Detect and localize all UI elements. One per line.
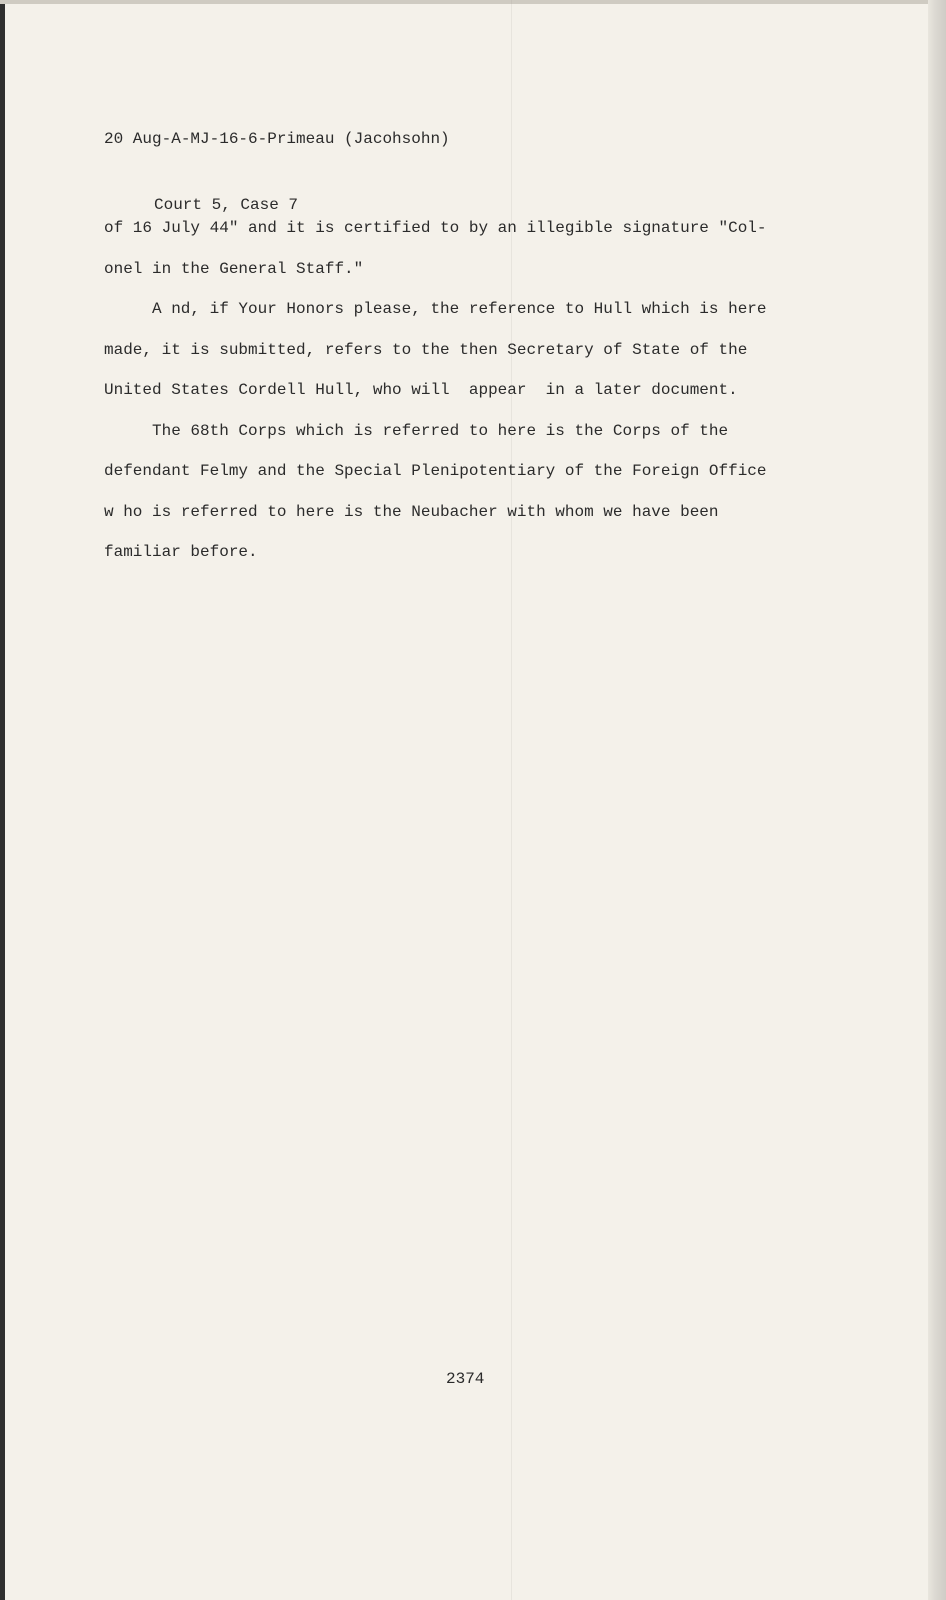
header-line-2: Court 5, Case 7	[154, 196, 299, 214]
body-line: w ho is referred to here is the Neubacher with whom we have been	[104, 502, 719, 521]
body-line: United States Cordell Hull, who will appear in a later document.	[104, 381, 738, 399]
header-line-1: 20 Aug-A-MJ-16-6-Primeau (Jacohsohn)	[104, 130, 450, 148]
scan-edge-top	[0, 0, 946, 4]
body-line: of 16 July 44" and it is certified to by an illegible signature "Col-	[104, 219, 767, 237]
document-body	[104, 208, 816, 573]
scan-edge-left	[0, 0, 5, 1600]
body-line: made, it is submitted, refers to the then Secretary of State of the	[104, 340, 748, 359]
scan-edge-right	[928, 0, 946, 1600]
body-line: The 68th Corps which is referred to here is the Corps of the	[152, 421, 729, 440]
body-line: onel in the General Staff."	[104, 259, 364, 278]
body-line: A nd, if Your Honors please, the reference to Hull which is here	[152, 300, 767, 318]
body-line: defendant Felmy and the Special Plenipotentiary of the Foreign Office	[104, 462, 767, 480]
page-number: 2374	[446, 1370, 485, 1388]
body-line: familiar before.	[104, 543, 258, 561]
